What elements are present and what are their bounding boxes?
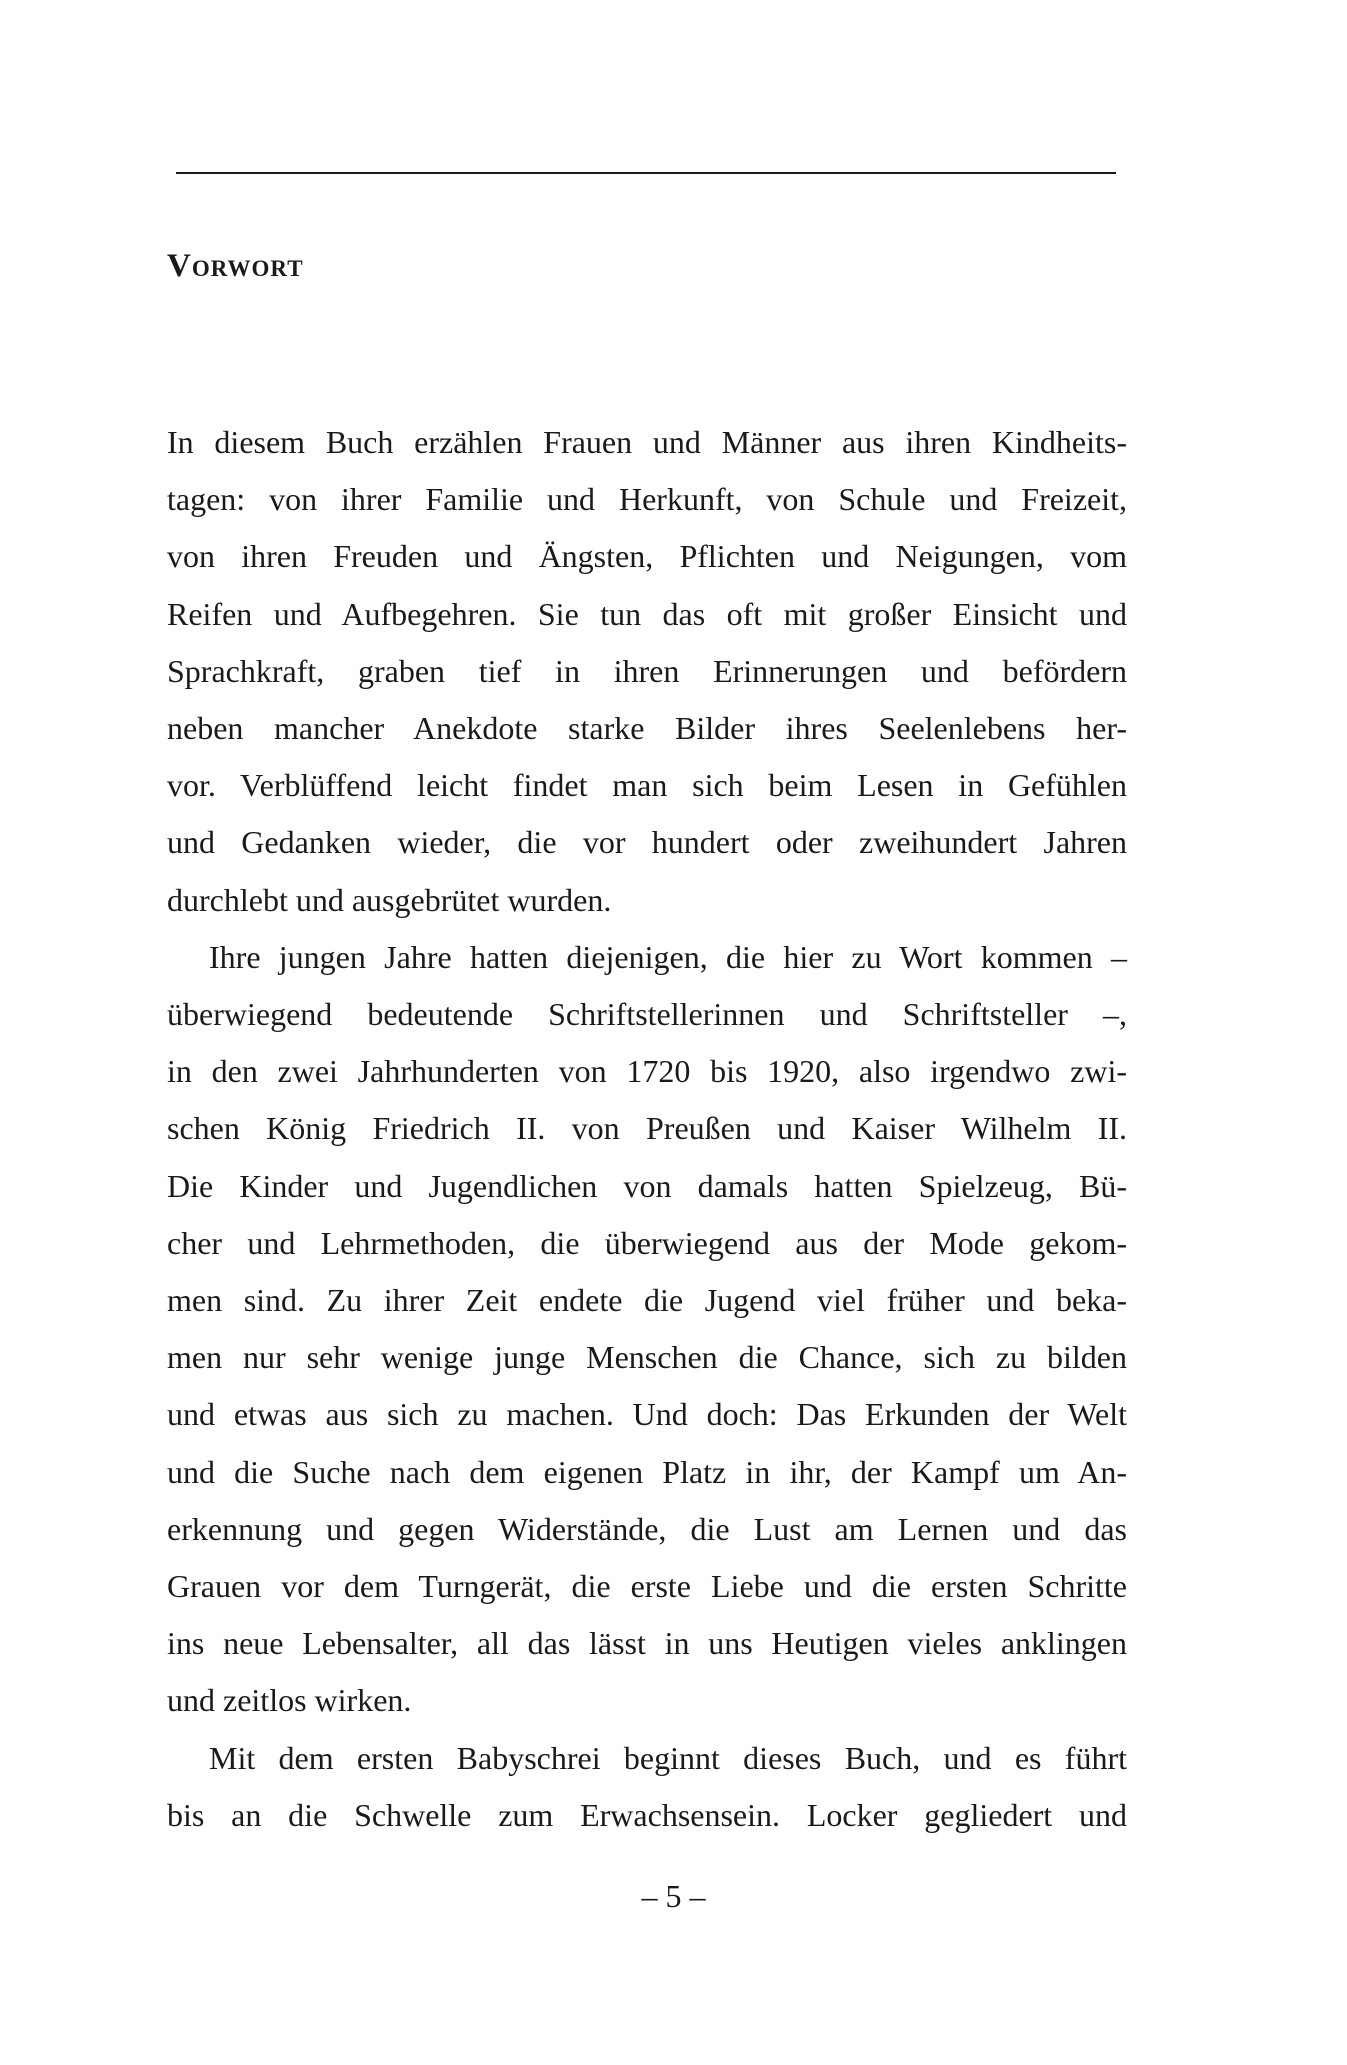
text-line: men sind. Zu ihrer Zeit endete die Jugend viel früher und beka- [167, 1282, 1127, 1319]
text-line: von ihren Freuden und Ängsten, Pflichten und Neigungen, vom [167, 538, 1127, 575]
paragraph-1 [167, 414, 1127, 929]
text-line: Reifen und Aufbegehren. Sie tun das oft mit großer Einsicht und [167, 595, 1127, 632]
text-line: men nur sehr wenige junge Menschen die Chance, sich zu bilden [167, 1339, 1127, 1376]
text-line: Sprachkraft, graben tief in ihren Erinnerungen und befördern [167, 652, 1127, 689]
text-line: in den zwei Jahrhunderten von 1720 bis 1920, also irgendwo zwi- [167, 1053, 1127, 1090]
page-number: – 5 – [641, 1878, 706, 1914]
header-rule [176, 172, 1116, 174]
text-line: erkennung und gegen Widerstände, die Lust am Lernen und das [167, 1510, 1127, 1547]
text-line: und etwas aus sich zu machen. Und doch: Das Erkunden der Welt [167, 1396, 1127, 1433]
text-line: In diesem Buch erzählen Frauen und Männer aus ihren Kindheits- [167, 424, 1127, 460]
text-line: Ihre jungen Jahre hatten diejenigen, die hier zu Wort kommen – [209, 938, 1127, 975]
text-line: cher und Lehrmethoden, die überwiegend aus der Mode gekom- [167, 1224, 1127, 1261]
text-line: und die Suche nach dem eigenen Platz in ihr, der Kampf um An- [167, 1453, 1127, 1490]
text-line: Mit dem ersten Babyschrei beginnt dieses Buch, und es führt [209, 1739, 1127, 1776]
text-line: Die Kinder und Jugendlichen von damals hatten Spielzeug, Bü- [167, 1167, 1127, 1204]
text-line: schen König Friedrich II. von Preußen und Kaiser Wilhelm II. [167, 1110, 1127, 1147]
text-line: tagen: von ihrer Familie und Herkunft, von Schule und Freizeit, [167, 481, 1127, 518]
paragraph-3 [167, 1730, 1127, 1844]
text-line: vor. Verblüffend leicht findet man sich beim Lesen in Gefühlen [167, 767, 1127, 804]
text-line: Grauen vor dem Turngerät, die erste Liebe und die ersten Schritte [167, 1568, 1127, 1605]
text-line: ins neue Lebensalter, all das lässt in uns Heutigen vieles anklingen [167, 1625, 1127, 1662]
chapter-heading: Vorwort [167, 248, 304, 284]
paragraph-2 [167, 929, 1127, 1730]
text-line: bis an die Schwelle zum Erwachsensein. Locker gegliedert und [167, 1796, 1127, 1833]
text-line: neben mancher Anekdote starke Bilder ihres Seelenlebens her- [167, 710, 1127, 747]
text-line: überwiegend bedeutende Schriftstellerinnen und Schriftsteller –, [167, 996, 1127, 1033]
text-line: und zeitlos wirken. [167, 1682, 412, 1719]
text-line: und Gedanken wieder, die vor hundert oder zweihundert Jahren [167, 824, 1127, 861]
body-text [167, 414, 1127, 1844]
text-line: durchlebt und ausgebrütet wurden. [167, 881, 612, 918]
